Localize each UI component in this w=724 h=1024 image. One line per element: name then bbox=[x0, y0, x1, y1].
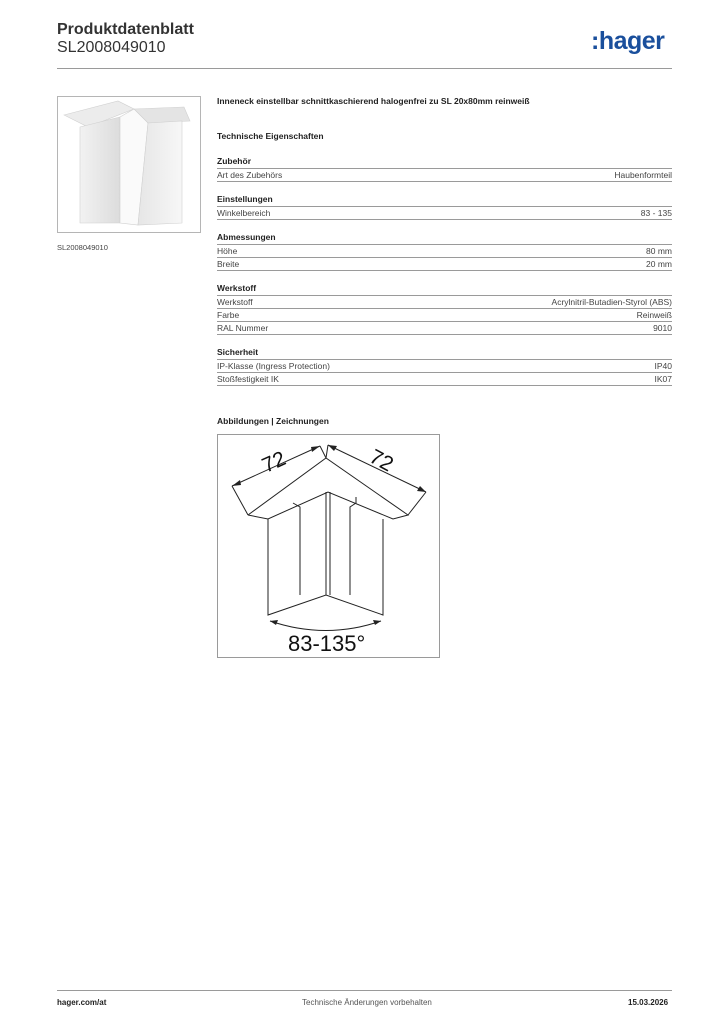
table-row bbox=[217, 245, 672, 258]
row-value: 83 - 135 bbox=[640, 208, 672, 218]
section-title: Werkstoff bbox=[217, 283, 672, 296]
section-sicherheit bbox=[217, 347, 672, 386]
row-value: Acrylnitril-Butadien-Styrol (ABS) bbox=[551, 297, 672, 307]
section-title: Abmessungen bbox=[217, 232, 672, 245]
footer-website: hager.com/at bbox=[57, 998, 107, 1007]
row-value: IK07 bbox=[654, 374, 672, 384]
corner-piece-image bbox=[57, 96, 201, 233]
row-label: RAL Nummer bbox=[217, 323, 269, 333]
technical-drawing bbox=[217, 434, 440, 658]
table-row bbox=[217, 373, 672, 386]
drawing-lines bbox=[232, 445, 426, 631]
drawings-title: Abbildungen | Zeichnungen bbox=[217, 416, 329, 426]
row-label: Farbe bbox=[217, 310, 240, 320]
row-value: Haubenformteil bbox=[614, 170, 672, 180]
table-row bbox=[217, 322, 672, 335]
section-title: Sicherheit bbox=[217, 347, 672, 360]
footer-divider bbox=[57, 990, 672, 991]
row-label: Breite bbox=[217, 259, 240, 269]
row-value: 20 mm bbox=[646, 259, 672, 269]
dimension-left: 72 bbox=[258, 447, 290, 478]
row-label: IP-Klasse (Ingress Protection) bbox=[217, 361, 330, 371]
header-divider bbox=[57, 68, 672, 69]
section-title: Zubehör bbox=[217, 156, 672, 169]
row-label: Werkstoff bbox=[217, 297, 253, 307]
table-row bbox=[217, 258, 672, 271]
section-title: Einstellungen bbox=[217, 194, 672, 207]
thumbnail-caption: SL2008049010 bbox=[57, 243, 108, 252]
row-label: Stoßfestigkeit IK bbox=[217, 374, 279, 384]
tech-properties-table bbox=[217, 156, 672, 398]
table-row bbox=[217, 207, 672, 220]
table-row bbox=[217, 360, 672, 373]
dimension-right: 72 bbox=[365, 445, 398, 477]
section-zubehoer bbox=[217, 156, 672, 182]
row-value: Reinweiß bbox=[636, 310, 672, 320]
table-row bbox=[217, 309, 672, 322]
row-value: 9010 bbox=[653, 323, 672, 333]
table-row bbox=[217, 169, 672, 182]
logo-text: hager bbox=[598, 27, 665, 55]
table-row bbox=[217, 296, 672, 309]
tech-properties-title: Technische Eigenschaften bbox=[217, 131, 324, 141]
section-einstellungen bbox=[217, 194, 672, 220]
hager-logo: :hager bbox=[591, 27, 665, 55]
row-label: Winkelbereich bbox=[217, 208, 271, 218]
angle-label: 83-135° bbox=[288, 631, 366, 656]
row-value: IP40 bbox=[654, 361, 672, 371]
footer-note: Technische Änderungen vorbehalten bbox=[302, 998, 432, 1007]
row-label: Höhe bbox=[217, 246, 238, 256]
section-abmessungen bbox=[217, 232, 672, 271]
footer-date: 15.03.2026 bbox=[628, 998, 669, 1007]
row-value: 80 mm bbox=[646, 246, 672, 256]
section-werkstoff bbox=[217, 283, 672, 335]
row-label: Art des Zubehörs bbox=[217, 170, 283, 180]
page-title: Produktdatenblatt bbox=[57, 21, 194, 38]
article-number: SL2008049010 bbox=[57, 39, 166, 56]
product-name: Inneneck einstellbar schnittkaschierend halogenfrei zu SL 20x80mm reinweiß bbox=[217, 96, 530, 106]
